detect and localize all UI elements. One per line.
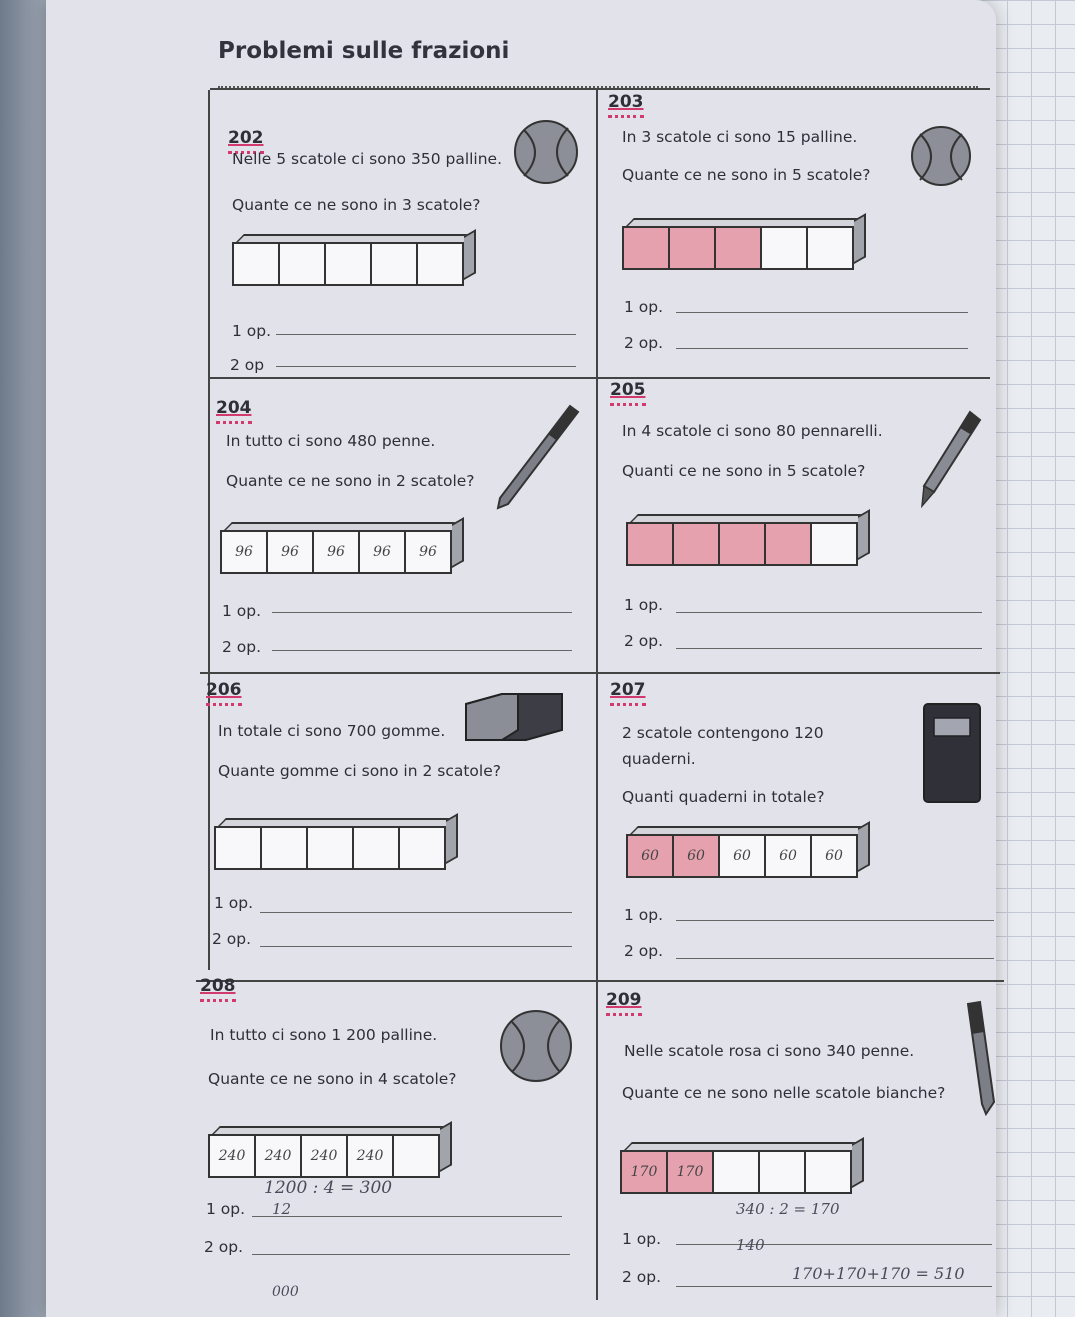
fraction-box[interactable]: 96 [220,530,268,574]
answer-line[interactable] [676,1244,992,1245]
fraction-box[interactable] [758,1150,806,1194]
problem-question: Quante ce ne sono in 5 scatole? [622,166,871,184]
answer-line[interactable] [260,946,572,947]
operation-label: 2 op. [212,930,252,948]
fraction-box[interactable]: 60 [810,834,858,878]
problem-question: Quante ce ne sono in 4 scatole? [208,1070,457,1088]
fraction-box[interactable]: 170 [620,1150,668,1194]
pen-icon [962,998,1002,1118]
box-top-face [626,218,864,226]
box-side-face [440,1121,452,1172]
operation-label: 1 op. [624,596,664,614]
answer-line[interactable] [272,612,572,613]
box-diagram [234,242,476,286]
workbook-page [46,0,996,1317]
problem-question: Quanti quaderni in totale? [622,788,825,806]
fraction-box[interactable] [324,242,372,286]
problem-number: 205 [610,380,646,400]
tennis-ball-icon [910,118,972,194]
answer-line[interactable] [276,366,576,367]
box-diagram [628,522,870,566]
grid-line [208,90,210,970]
box-top-face [630,514,868,522]
problem-number: 203 [608,92,644,112]
operation-label: 1 op. [232,322,272,340]
fraction-box[interactable]: 240 [346,1134,394,1178]
handwritten-column: 140 [736,1236,765,1254]
box-top-face [624,1142,862,1150]
box-side-face [464,229,476,280]
page-title: Problemi sulle frazioni [218,38,510,64]
problem-question: Quante ce ne sono in 3 scatole? [232,196,481,214]
operation-label: 1 op. [622,1230,662,1248]
fraction-box[interactable]: 60 [626,834,674,878]
problem-question: Quante gomme ci sono in 2 scatole? [218,762,501,780]
fraction-box[interactable] [370,242,418,286]
box-diagram [624,226,866,270]
handwritten-column: 000 [272,1284,299,1300]
box-side-face [446,813,458,864]
operation-label: 2 op. [624,942,664,960]
box-top-face [218,818,456,826]
tennis-ball-icon [512,118,580,186]
fraction-box[interactable] [416,242,464,286]
answer-line[interactable] [676,958,994,959]
grid-line [596,90,598,1300]
problem-text: In 3 scatole ci sono 15 palline. [622,128,858,146]
answer-line[interactable] [276,334,576,335]
fraction-box[interactable] [232,242,280,286]
handwritten-column: 12 [272,1200,292,1218]
answer-line[interactable] [676,920,994,921]
operation-label: 1 op. [222,602,262,620]
fraction-box[interactable] [804,1150,852,1194]
box-top-face [212,1126,450,1134]
fraction-box[interactable]: 240 [300,1134,348,1178]
problem-number: 206 [206,680,242,700]
fraction-box[interactable] [622,226,670,270]
fraction-box[interactable] [810,522,858,566]
pen-icon [486,398,582,518]
marker-icon [914,406,984,516]
fraction-box[interactable]: 170 [666,1150,714,1194]
box-side-face [852,1137,864,1188]
fraction-box[interactable]: 96 [312,530,360,574]
operation-label: 2 op. [204,1238,244,1256]
box-diagram [210,1134,452,1178]
box-diagram [222,530,464,574]
problem-text: Nelle 5 scatole ci sono 350 palline. [232,150,503,168]
answer-line[interactable] [272,650,572,651]
box-diagram [622,1150,864,1194]
fraction-box[interactable]: 96 [404,530,452,574]
operation-label: 1 op. [624,906,664,924]
fraction-box[interactable] [260,826,308,870]
fraction-box[interactable] [760,226,808,270]
fraction-box[interactable]: 96 [358,530,406,574]
operation-label: 1 op. [214,894,254,912]
problem-text: In totale ci sono 700 gomme. [218,722,446,740]
problem-number: 204 [216,398,252,418]
fraction-box[interactable] [668,226,716,270]
fraction-box[interactable]: 60 [718,834,766,878]
problem-number: 207 [610,680,646,700]
tennis-ball-icon [498,1006,574,1086]
problem-text: 2 scatole contengono 120 [622,724,824,742]
box-diagram [628,834,870,878]
answer-line[interactable] [252,1254,570,1255]
grid-line [200,672,1000,674]
fraction-box[interactable] [712,1150,760,1194]
problem-text-continued: quaderni. [622,750,696,768]
handwritten-division: 340 : 2 = 170 [736,1200,840,1218]
grid-line [196,980,1004,982]
answer-line[interactable] [676,312,968,313]
grid-line [210,377,990,379]
operation-label: 1 op. [206,1200,246,1218]
box-top-face [630,826,868,834]
problem-text: In tutto ci sono 1 200 palline. [210,1026,438,1044]
fraction-box[interactable] [626,522,674,566]
problem-text: Nelle scatole rosa ci sono 340 penne. [624,1042,915,1060]
box-diagram [216,826,458,870]
handwritten-sum: 170+170+170 = 510 [792,1264,965,1283]
notebook-icon [920,700,986,808]
answer-line[interactable] [676,648,982,649]
box-top-face [236,234,474,242]
problem-number: 208 [200,976,236,996]
problem-number: 209 [606,990,642,1010]
operation-label: 2 op. [624,334,664,352]
answer-line[interactable] [676,348,968,349]
problem-question: Quanti ce ne sono in 5 scatole? [622,462,866,480]
problem-number: 202 [228,128,264,148]
eraser-icon [462,690,566,742]
fraction-box[interactable]: 96 [266,530,314,574]
fraction-box[interactable] [714,226,762,270]
fraction-box[interactable]: 60 [672,834,720,878]
fraction-box[interactable] [352,826,400,870]
fraction-box[interactable]: 240 [208,1134,256,1178]
fraction-box[interactable] [392,1134,440,1178]
fraction-box[interactable] [398,826,446,870]
problem-question: Quante ce ne sono in 2 scatole? [226,472,475,490]
operation-label: 2 op. [624,632,664,650]
fraction-box[interactable] [806,226,854,270]
grid-line [210,88,990,90]
operation-label: 2 op [230,356,265,374]
operation-label: 1 op. [624,298,664,316]
fraction-box[interactable] [718,522,766,566]
box-top-face [224,522,462,530]
fraction-box[interactable] [764,522,812,566]
fraction-box[interactable] [306,826,354,870]
fraction-box[interactable]: 60 [764,834,812,878]
problem-question: Quante ce ne sono nelle scatole bianche? [622,1084,946,1102]
fraction-box[interactable] [278,242,326,286]
problem-text: In tutto ci sono 480 penne. [226,432,436,450]
problem-text: In 4 scatole ci sono 80 pennarelli. [622,422,883,440]
answer-line[interactable] [676,612,982,613]
operation-label: 2 op. [622,1268,662,1286]
answer-line[interactable] [260,912,572,913]
box-side-face [854,213,866,264]
fraction-box[interactable] [672,522,720,566]
box-side-face [858,821,870,872]
fraction-box[interactable] [214,826,262,870]
answer-line[interactable] [676,1286,992,1287]
box-side-face [858,509,870,560]
answer-line[interactable] [252,1216,562,1217]
operation-label: 2 op. [222,638,262,656]
box-side-face [452,517,464,568]
fraction-box[interactable]: 240 [254,1134,302,1178]
handwritten-division: 1200 : 4 = 300 [264,1178,393,1198]
